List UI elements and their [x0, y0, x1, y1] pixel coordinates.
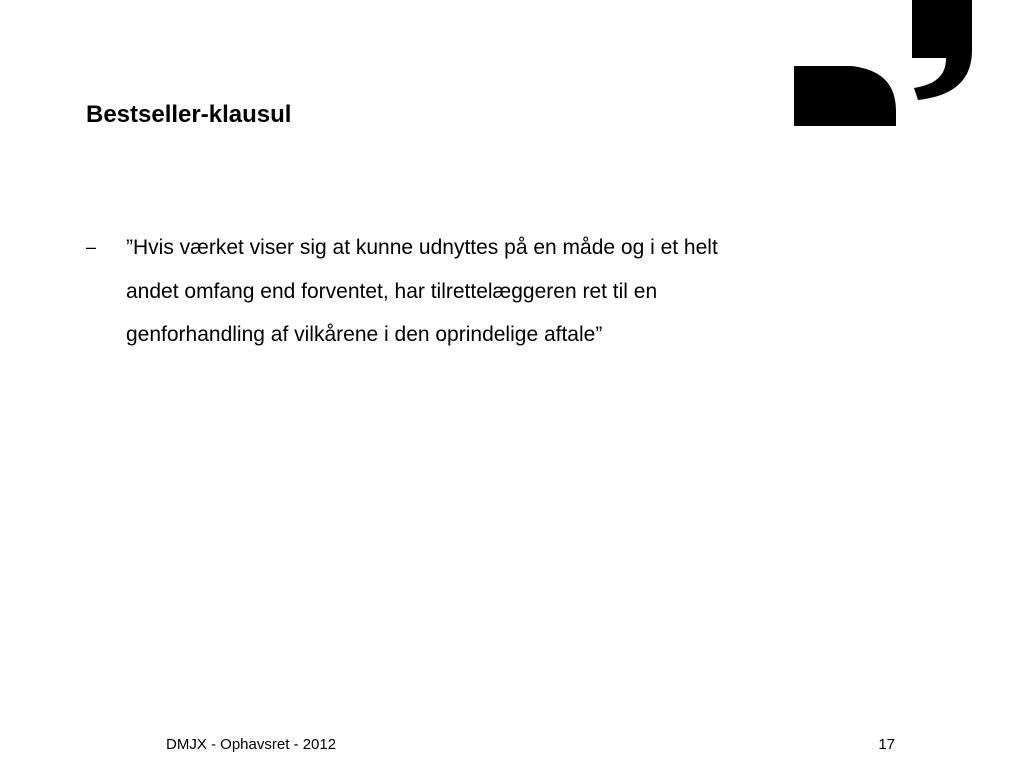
bullet-dash-icon: –: [86, 237, 97, 257]
bullet-text: ”Hvis værket viser sig at kunne udnyttes på en måde og i et helt andet omfang end forventet, har tilrettelæggeren ret til en genforhandling af vilkårene i den oprindelige aftale”: [126, 236, 718, 346]
list-item: [86, 226, 726, 357]
footer-source: DMJX - Ophavsret - 2012: [166, 736, 337, 753]
bullet-list: [86, 226, 726, 357]
page-number: 17: [878, 736, 895, 753]
slide-title: Bestseller-klausul: [86, 101, 292, 128]
dj-apostrophe-logo-icon: [790, 0, 980, 130]
